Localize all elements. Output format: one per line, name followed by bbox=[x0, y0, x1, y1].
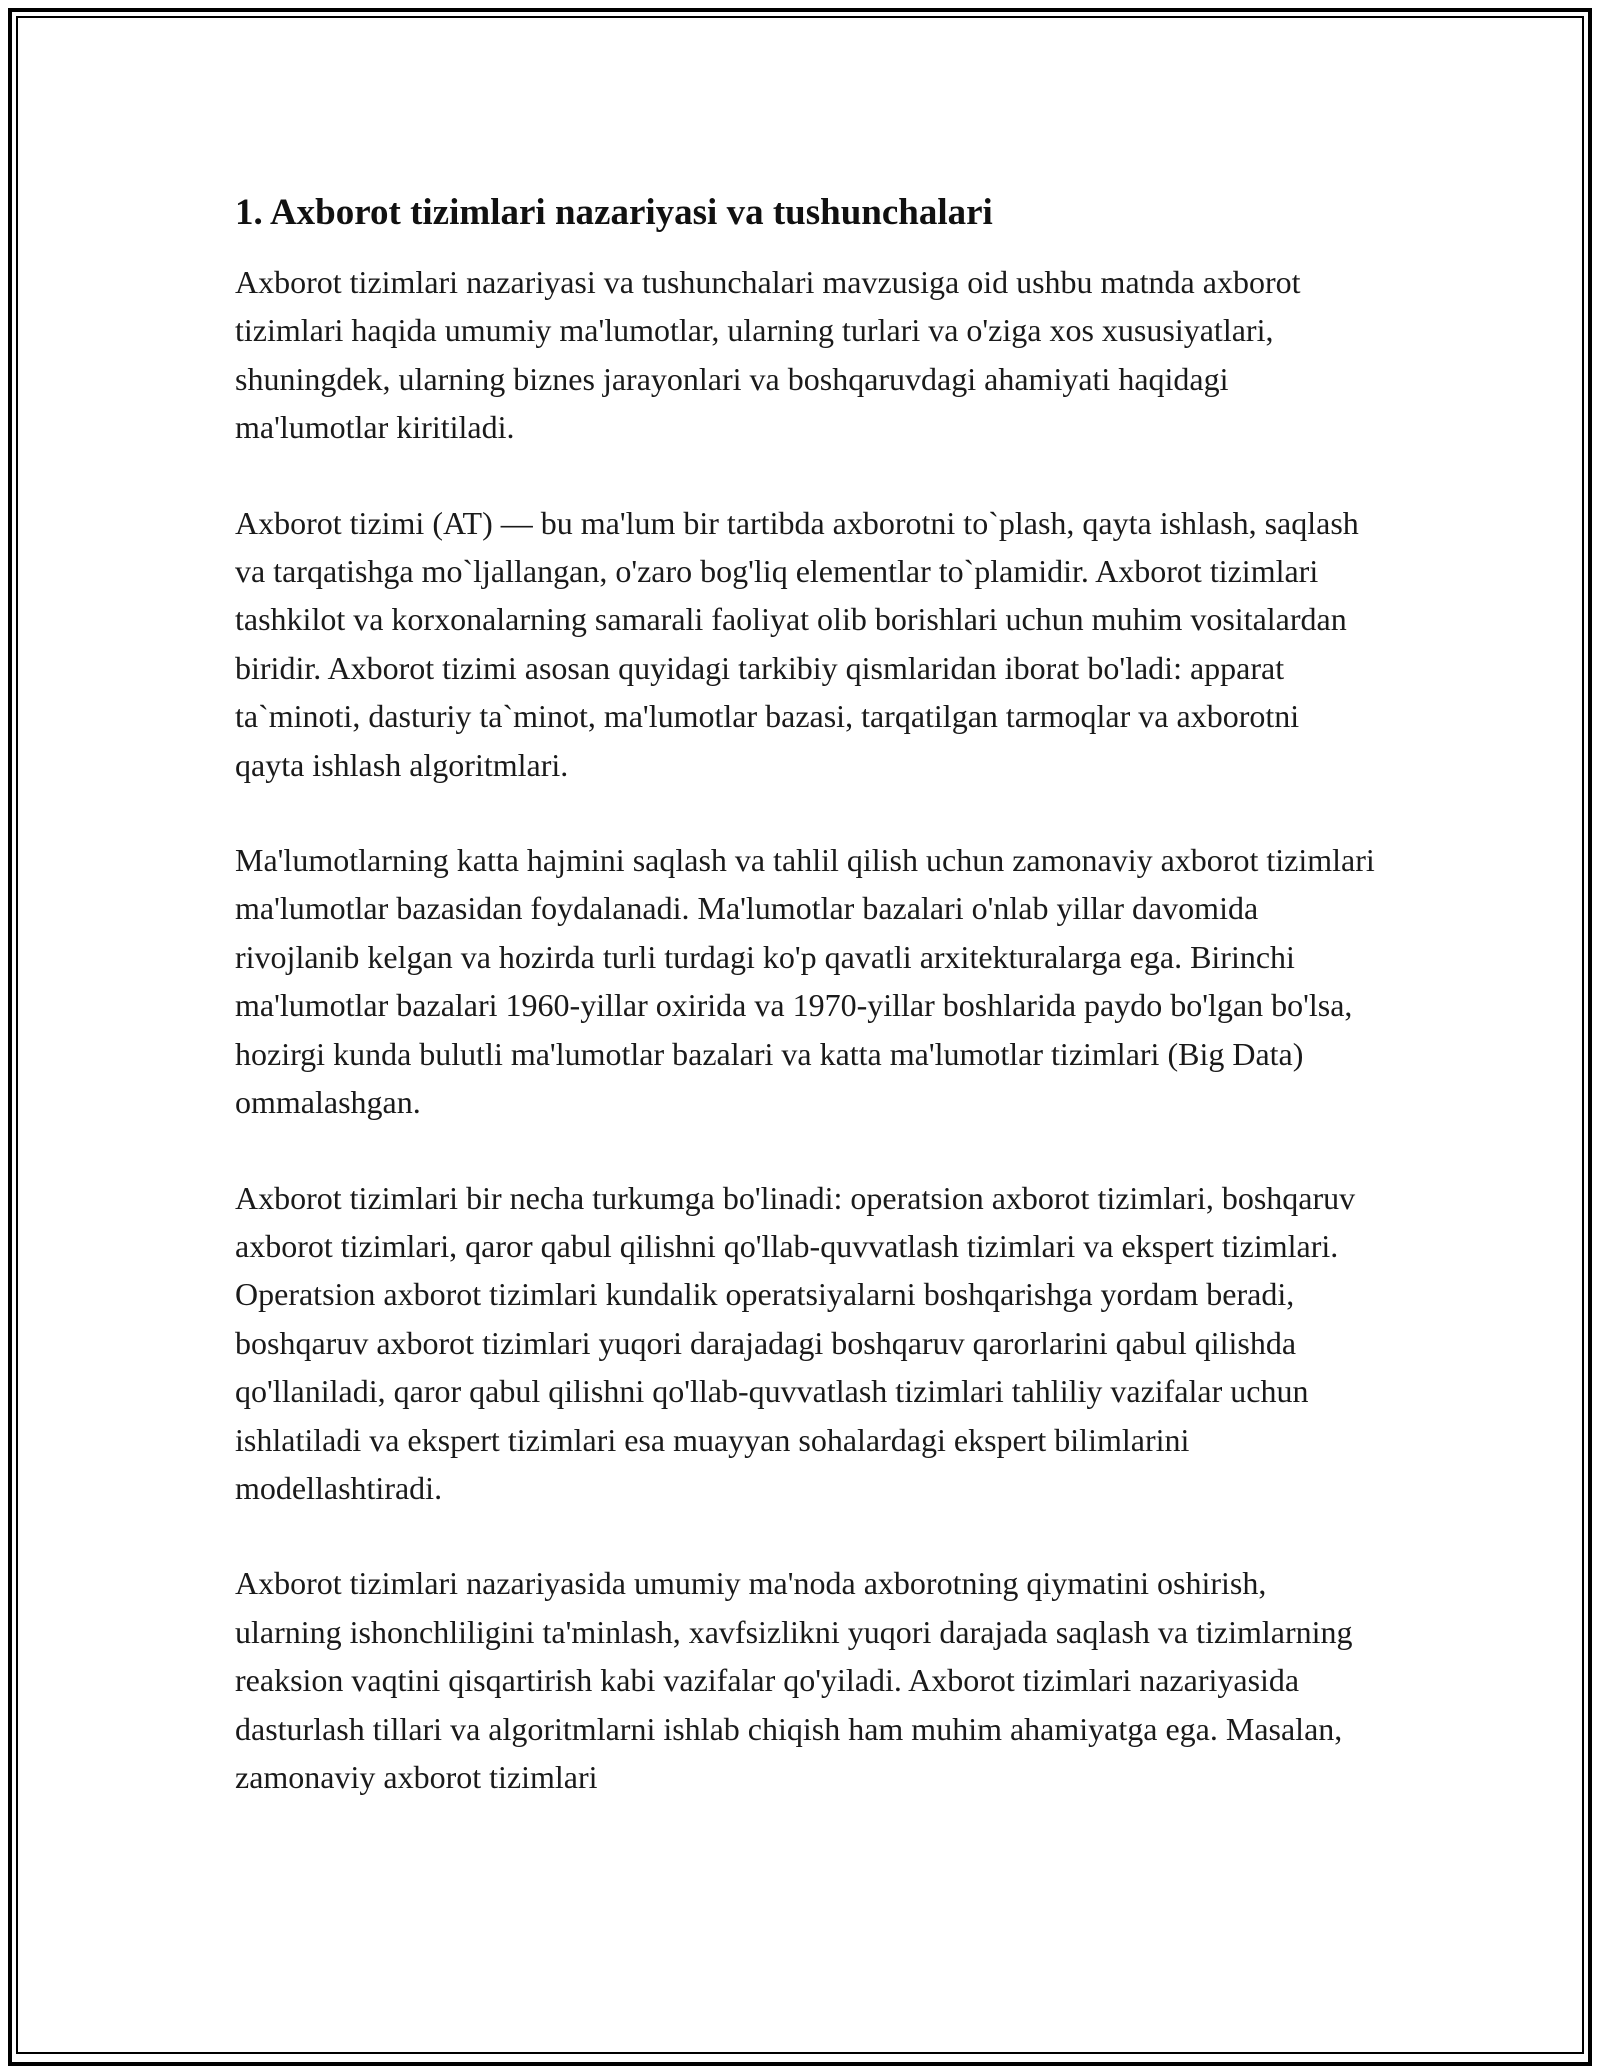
document-body bbox=[235, 188, 1375, 1848]
paragraph-theory: Axborot tizimlari nazariyasida umumiy ma'noda axborotning qiymatini oshirish, ularning ishonchliligini ta'minlash, xavfsizlikni yuqori darajada saqlash va tizimlarning reaksion vaqtini qisqartirish kabi vazifalar qo'yiladi. Axborot tizimlari nazariyasida dasturlash tillari va algoritmlarni ishlab chiqish ham muhim ahamiyatga ega. Masalan, zamonaviy axborot tizimlari bbox=[235, 1565, 1353, 1795]
paragraph-types: Axborot tizimlari bir necha turkumga bo'linadi: operatsion axborot tizimlari, boshqaruv axborot tizimlari, qaror qabul qilishni qo'llab-quvvatlash tizimlari va ekspert tizimlari. Operatsion axborot tizimlari kundalik operatsiyalarni boshqarishga yordam beradi, boshqaruv axborot tizimlari yuqori darajadagi boshqaruv qarorlarini qabul qilishda qo'llaniladi, qaror qabul qilishni qo'llab-quvvatlash tizimlari tahliliy vazifalar uchun ishlatiladi va ekspert tizimlari esa muayyan sohalardagi ekspert bilimlarini modellashtiradi. bbox=[235, 1179, 1356, 1506]
section-heading: 1. Axborot tizimlari nazariyasi va tushunchalari bbox=[235, 192, 993, 233]
paragraph-definition: Axborot tizimi (AT) — bu ma'lum bir tartibda axborotni to`plash, qayta ishlash, saqlash va tarqatishga mo`ljallangan, o'zaro bog'liq elementlar to`plamidir. Axborot tizimlari tashkilot va korxonalarning samarali faoliyat olib borishlari uchun muhim vositalardan biridir. Axborot tizimi asosan quyidagi tarkibiy qismlaridan iborat bo'ladi: apparat ta`minoti, dasturiy ta`minot, ma'lumotlar bazasi, tarqatilgan tarmoqlar va axborotni qayta ishlash algoritmlari. bbox=[235, 504, 1359, 783]
paragraph-databases: Ma'lumotlarning katta hajmini saqlash va tahlil qilish uchun zamonaviy axborot tizimlari ma'lumotlar bazasidan foydalanadi. Ma'lumotlar bazalari o'nlab yillar davomida rivojlanib kelgan va hozirda turli turdagi ko'p qavatli arxitekturalarga ega. Birinchi ma'lumotlar bazalari 1960-yillar oxirida va 1970-yillar boshlarida paydo bo'lgan bo'lsa, hozirgi kunda bulutli ma'lumotlar bazalari va katta ma'lumotlar tizimlari (Big Data) ommalashgan. bbox=[235, 842, 1375, 1121]
paragraph-intro: Axborot tizimlari nazariyasi va tushunchalari mavzusiga oid ushbu matnda axborot tizimlari haqida umumiy ma'lumotlar, ularning turlari va o'ziga xos xususiyatlari, shuningdek, ularning biznes jarayonlari va boshqaruvdagi ahamiyati haqidagi ma'lumotlar kiritiladi. bbox=[235, 264, 1301, 446]
